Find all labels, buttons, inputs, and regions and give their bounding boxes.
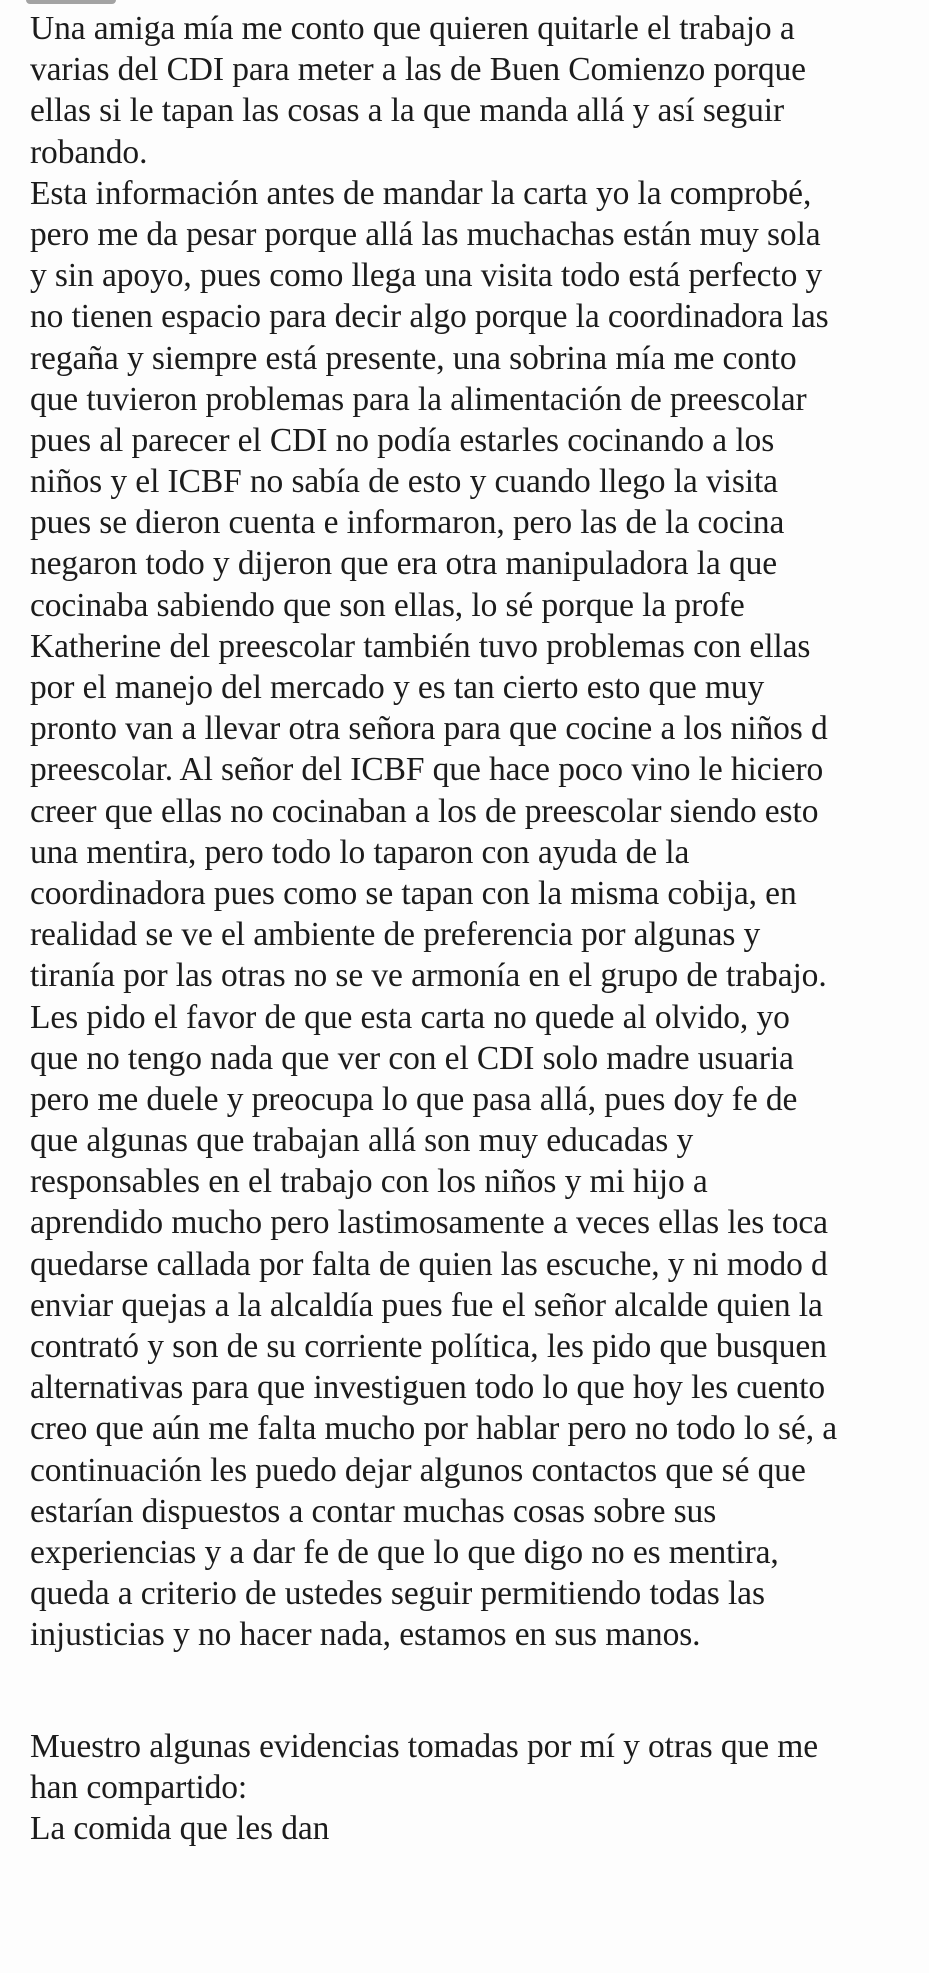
text-line: aprendido mucho pero lastimosamente a veces ellas les toca: [30, 1204, 828, 1242]
text-line: tiranía por las otras no se ve armonía en el grupo de trabajo.: [30, 957, 827, 995]
text-line: queda a criterio de ustedes seguir permitiendo todas las: [30, 1575, 765, 1613]
text-line: estarían dispuestos a contar muchas cosas sobre sus: [30, 1492, 717, 1530]
text-line: pues se dieron cuenta e informaron, pero las de la cocina: [30, 504, 785, 542]
text-line: preescolar. Al señor del ICBF que hace poco vino le hiciero: [30, 751, 824, 789]
text-line: alternativas para que investiguen todo lo que hoy les cuento: [30, 1369, 825, 1407]
text-line: continuación les puedo dejar algunos contactos que sé que: [30, 1451, 806, 1489]
text-line: han compartido:: [30, 1768, 248, 1806]
paragraph-gap: [30, 1656, 929, 1726]
text-line: y sin apoyo, pues como llega una visita todo está perfecto y: [30, 257, 823, 295]
text-line: niños y el ICBF no sabía de esto y cuando llego la visita: [30, 463, 778, 501]
text-line: Una amiga mía me conto que quieren quitarle el trabajo a: [30, 10, 795, 47]
text-line: no tienen espacio para decir algo porque la coordinadora las: [30, 298, 829, 336]
text-line: regaña y siempre está presente, una sobrina mía me conto: [30, 339, 797, 377]
text-line: pero me duele y preocupa lo que pasa allá, pues doy fe de: [30, 1080, 798, 1118]
text-line: injusticias y no hacer nada, estamos en sus manos.: [30, 1616, 701, 1654]
letter-body: [30, 8, 929, 1849]
text-line: pero me da pesar porque allá las muchachas están muy sola: [30, 215, 821, 253]
text-line: cocinaba sabiendo que son ellas, lo sé porque la profe: [30, 586, 745, 624]
text-line: pues al parecer el CDI no podía estarles cocinando a los: [30, 421, 775, 459]
text-line: pronto van a llevar otra señora para que cocine a los niños d: [30, 710, 828, 748]
text-line: varias del CDI para meter a las de Buen Comienzo porque: [30, 51, 806, 89]
text-line: realidad se ve el ambiente de preferencia por algunas y: [30, 916, 761, 954]
text-line: creo que aún me falta mucho por hablar pero no todo lo sé, a: [30, 1410, 838, 1448]
text-line: contrató y son de su corriente política, les pido que busquen: [30, 1328, 827, 1365]
text-line: ellas si le tapan las cosas a la que manda allá y así seguir: [30, 92, 784, 130]
text-line: quedarse callada por falta de quien las escuche, y ni modo d: [30, 1245, 828, 1283]
text-line: por el manejo del mercado y es tan cierto esto que muy: [30, 669, 765, 706]
text-line: creer que ellas no cocinaban a los de preescolar siendo esto: [30, 792, 819, 830]
text-line: La comida que les dan: [30, 1809, 330, 1847]
text-line: que tuvieron problemas para la alimentación de preescolar: [30, 380, 807, 418]
paragraph-main: [30, 8, 929, 1656]
text-line: Muestro algunas evidencias tomadas por mí y otras que me: [30, 1727, 818, 1765]
text-line: que no tengo nada que ver con el CDI solo madre usuaria: [30, 1039, 794, 1077]
text-line: enviar quejas a la alcaldía pues fue el señor alcalde quien la: [30, 1286, 823, 1324]
text-line: responsables en el trabajo con los niños y mi hijo a: [30, 1163, 708, 1201]
text-line: Katherine del preescolar también tuvo problemas con ellas: [30, 627, 811, 665]
paragraph-evidence: [30, 1726, 929, 1850]
text-line: Esta información antes de mandar la carta yo la comprobé,: [30, 174, 812, 212]
text-line: Les pido el favor de que esta carta no quede al olvido, yo: [30, 998, 790, 1036]
text-line: negaron todo y dijeron que era otra manipuladora la que: [30, 545, 778, 583]
cut-off-previous-line: [26, 0, 116, 4]
text-line: experiencias y a dar fe de que lo que digo no es mentira,: [30, 1533, 779, 1571]
text-line: una mentira, pero todo lo taparon con ayuda de la: [30, 833, 690, 871]
text-line: robando.: [30, 133, 148, 171]
text-line: coordinadora pues como se tapan con la misma cobija, en: [30, 874, 797, 912]
text-line: que algunas que trabajan allá son muy educadas y: [30, 1122, 694, 1160]
